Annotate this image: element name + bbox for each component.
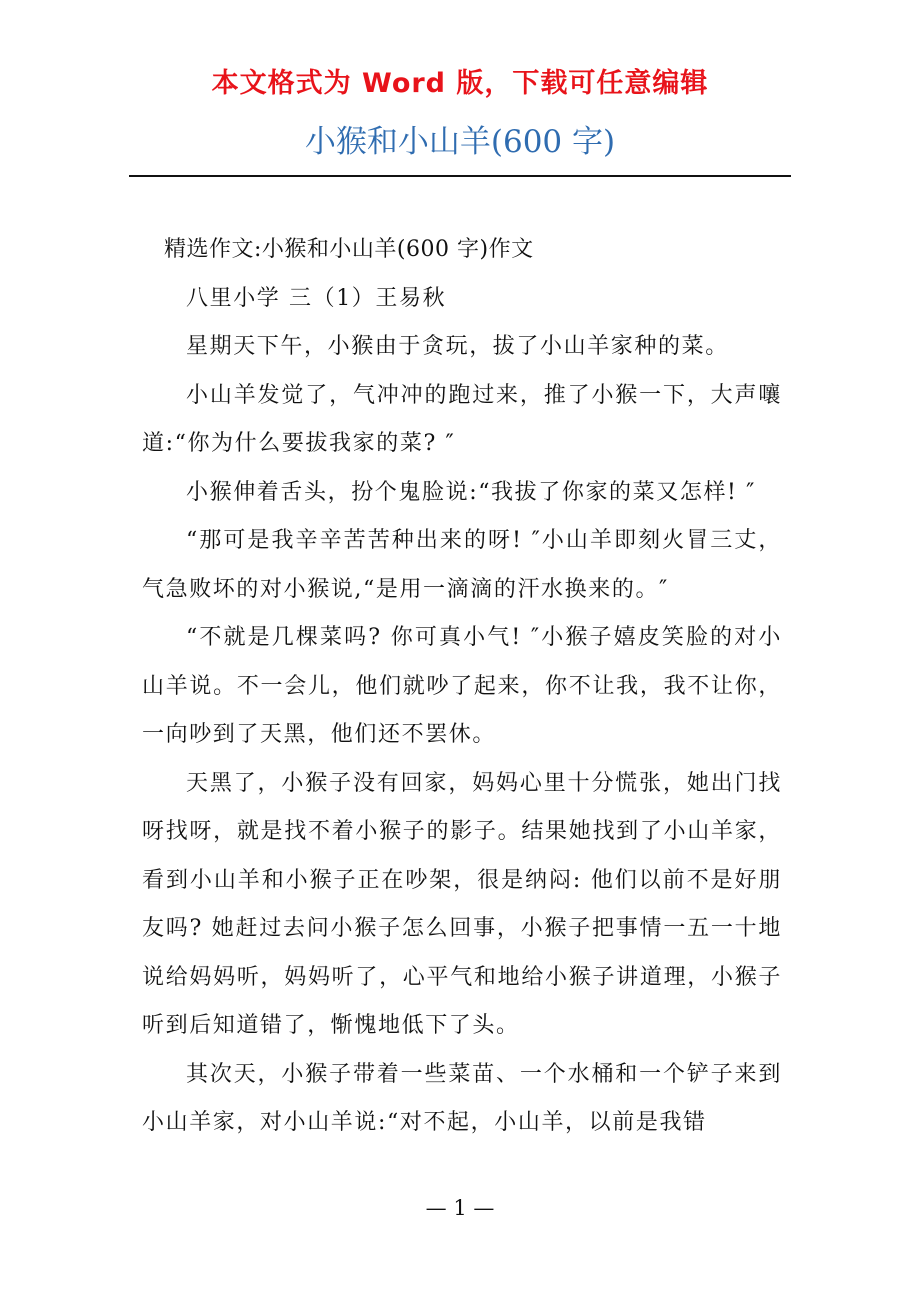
- subtitle-line: 精选作文:小猴和小山羊(600 字)作文: [164, 237, 534, 262]
- format-banner: 本文格式为 Word 版，下载可任意编辑: [211, 68, 709, 99]
- paragraph: 其次天，小猴子带着一些菜苗、一个水桶和一个铲子来到小山羊家，对小山羊说:“对不起，小山羊，以前是我错: [142, 1061, 782, 1135]
- document-title: 小猴和小山羊(600 字): [304, 124, 616, 160]
- paragraph: 天黑了，小猴子没有回家，妈妈心里十分慌张，她出门找呀找呀，就是找不着小猴子的影子。结果她找到了小山羊家，看到小山羊和小猴子正在吵架，很是纳闷: 他们以前不是好朋友吗? 她赶过去问小猴子怎么回事，小猴子把事情一五一十地说给妈妈听，妈妈听了，心平气和地给小猴子讲道理，小猴子听到后知道错了，惭愧地低下了头。: [142, 770, 782, 1038]
- title-divider: [129, 175, 791, 177]
- paragraph: “那可是我辛辛苦苦种出来的呀! ″小山羊即刻火冒三丈，气急败坏的对小猴说,“是用一滴滴的汗水换来的。″: [142, 528, 782, 602]
- article-body: [142, 226, 782, 1148]
- paragraph: 星期天下午，小猴由于贪玩，拔了小山羊家种的菜。: [186, 334, 729, 359]
- paragraph: 小山羊发觉了，气冲冲的跑过来，推了小猴一下，大声嚷道:“你为什么要拔我家的菜? ″: [142, 382, 782, 456]
- author-line: 八里小学 三（1）王易秋: [186, 285, 447, 311]
- paragraph: “不就是几棵菜吗? 你可真小气! ″小猴子嬉皮笑脸的对小山羊说。不一会儿，他们就吵了起来，你不让我，我不让你，一向吵到了天黑，他们还不罢休。: [142, 625, 782, 747]
- page-number: — 1 —: [425, 1196, 495, 1220]
- paragraph: 小猴伸着舌头，扮个鬼脸说:“我拔了你家的菜又怎样! ″: [186, 479, 756, 505]
